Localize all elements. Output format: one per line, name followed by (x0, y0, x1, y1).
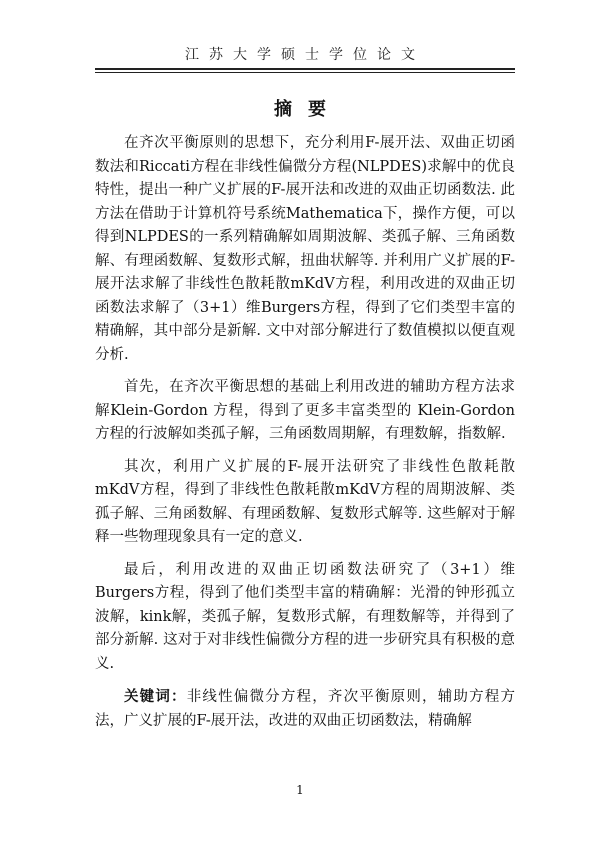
abstract-body (95, 132, 515, 742)
keywords-paragraph (95, 685, 515, 733)
header-rule-thin (95, 72, 515, 73)
keywords-text: 非线性偏微分方程，齐次平衡原则，辅助方程方法，广义扩展的F-展开法，改进的双曲正切函数法，精确解 (95, 689, 515, 729)
abstract-paragraph-2: 首先，在齐次平衡思想的基础上利用改进的辅助方程方法求解Klein-Gordon 方程，得到了更多丰富类型的 Klein-Gordon 方程的行波解如类孤子解，三角函数周期解，有理数解，指数解. (95, 379, 515, 442)
running-header: 江苏大学硕士学位论文 (185, 47, 425, 63)
abstract-paragraph-3: 其次，利用广义扩展的F-展开法研究了非线性色散耗散mKdV方程，得到了非线性色散耗散mKdV方程的周期波解、类孤子解、三角函数解、有理函数解、复数形式解等. 这些解对于解释一些物理现象具有一定的意义. (95, 458, 515, 545)
page-number: 1 (296, 783, 304, 797)
abstract-paragraph-1: 在齐次平衡原则的思想下，充分利用F-展开法、双曲正切函数法和Riccati方程在非线性偏微分方程(NLPDES)求解中的优良特性，提出一种广义扩展的F-展开法和改进的双曲正切函数法. 此方法在借助于计算机符号系统Mathematica下，操作方便，可以得到NLPDES的一系列精确解如周期波解、类孤子解、三角函数解、有理函数解、复数形式解，扭曲状解等. 并利用广义扩展的F-展开法求解了非线性色散耗散mKdV方程，利用改进的双曲正切函数法求解了（3+1）维Burgers方程，得到了它们类型丰富的精确解，其中部分是新解. 文中对部分解进行了数值模拟以便直观分析. (95, 135, 515, 363)
header-rule-thick (95, 68, 515, 70)
abstract-paragraph-4: 最后，利用改进的双曲正切函数法研究了（3+1）维Burgers方程，得到了他们类型丰富的精确解：光滑的钟形孤立波解，kink解，类孤子解，复数形式解，有理数解等，并得到了部分新解. 这对于对非线性偏微分方程的进一步研究具有积极的意义. (95, 561, 515, 672)
keywords-label: 关键词： (124, 688, 187, 705)
abstract-title: 摘要 (274, 99, 342, 120)
